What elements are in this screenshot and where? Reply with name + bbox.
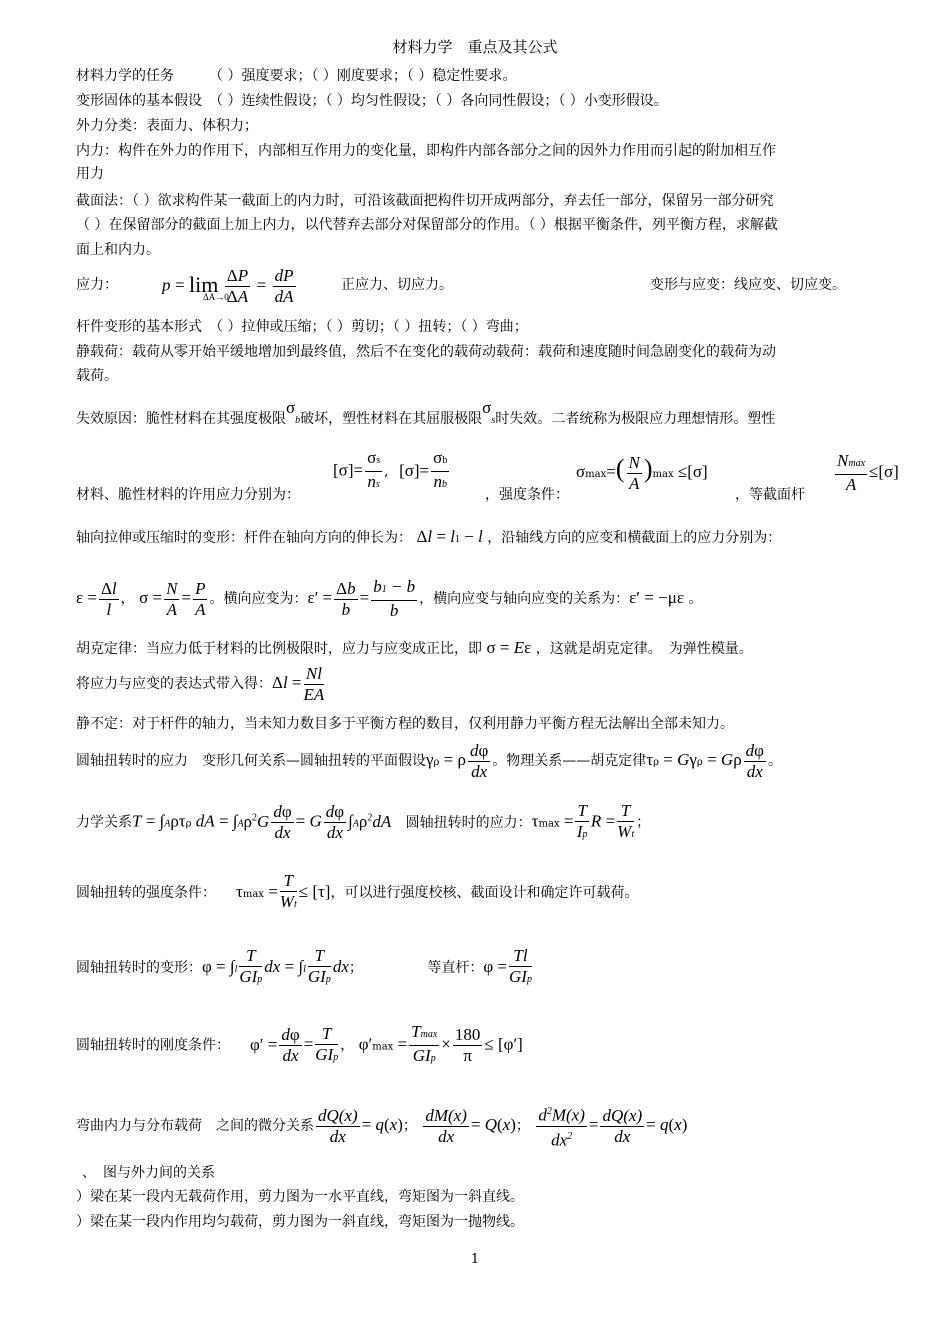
line-section-method-a: 截面法：（ ）欲求构件某一截面上的内力时，可沿该截面把构件切开成两部分，弃去任一部分，保留另一部分研究 bbox=[76, 193, 774, 209]
diagram-title: 、 图与外力间的关系 bbox=[82, 1165, 215, 1181]
lateral-text-1: 。横向应变为： bbox=[209, 591, 308, 607]
line-tasks: 材料力学的任务 （ ）强度要求；（ ）刚度要求；（ ）稳定性要求。 bbox=[76, 68, 517, 84]
failure-text-2: 破坏，塑性材料在其屈服极限 bbox=[300, 411, 483, 427]
stress-formula: p = lim ΔA→0 $\frac{\Delta P}{\Delta A}$ = $\frac{dP}{dA}$ bbox=[162, 266, 294, 306]
torsion-strength-label: 圆轴扭转的强度条件： bbox=[76, 885, 216, 901]
line-external-force: 外力分类：表面力、体积力； bbox=[76, 118, 258, 134]
torsion-mech-line: 力学关系T = ∫Aρτρ dA = $\int A\rho^2G$ $\frac{d\varphi}{dx}$ = G $\frac{d\varphi}{dx}$ $\int A\rho^2dA$ 圆轴扭转时的应力：τmax = $\frac{T}{Ip}$ R = $\frac{T}{Wt}$ ； bbox=[76, 800, 651, 843]
strain-stress-line: ε = $\frac{\Delta l}{l}$ ， σ = $\frac{N}{A}$ = $\frac{P}{A}$ 。横向应变为：ε′ = $\frac{\Delta b}{b}$ = $\frac{b1 - b}{b}$ ，横向应变与轴向应变的关系为：ε′ = −με 。 bbox=[76, 577, 703, 620]
torsion-text-2: 。物理关系——胡克定律 bbox=[492, 753, 647, 769]
stress-types: 正应力、切应力。 bbox=[341, 277, 453, 293]
line-internal-force-b: 用力 bbox=[76, 166, 104, 182]
torsion-strength-line: 圆轴扭转的强度条件： τmax = $\frac{T}{Wt}$ ≤ [τ]，可以进行强度校核、截面设计和确定许可载荷。 bbox=[76, 871, 639, 911]
failure-text-1: 失效原因：脆性材料在其强度极限 bbox=[76, 411, 286, 427]
equal-section-label: ，等截面杆 bbox=[735, 487, 805, 503]
equal-section-formula: $\frac{Nmax}{A}$ ≤[σ] bbox=[837, 451, 899, 494]
diagram-rule-1: ）梁在某一段内无载荷作用，剪力图为一水平直线，弯矩图为一斜直线。 bbox=[76, 1189, 524, 1205]
line-assumptions: 变形固体的基本假设 （ ）连续性假设；（ ）均匀性假设；（ ）各向同性假设；（ ）小变形假设。 bbox=[76, 93, 668, 109]
failure-line: 失效原因：脆性材料在其强度极限σb破坏，塑性材料在其屈服极限σs时失效。二者统称为极限应力理想情形。塑性 bbox=[76, 398, 776, 427]
axial-text-2: ，沿轴线方向的应变和横截面上的应力分别为： bbox=[487, 530, 782, 546]
torsion-rigid-line: 圆轴扭转时的刚度条件： φ′ = $\frac{d\varphi}{dx}$ = $\frac{T}{\text{GIp}}$ ， φ′max = $\frac{Tmax}{\text{GIp}}$ × $\frac{180}{\pi}$ ≤ [φ′] bbox=[76, 1022, 523, 1065]
axial-text-1: 轴向拉伸或压缩时的变形：杆件在轴向方向的伸长为： bbox=[76, 530, 412, 546]
equal-rod-label: 等直杆： bbox=[427, 960, 484, 976]
hooke-text-2: ，这就是胡克定律。 为弹性模量。 bbox=[535, 641, 753, 657]
strength-cond-formula: σmax=( $\frac{N}{A}$ )max ≤[σ] bbox=[576, 452, 708, 493]
stress-label: 应力： bbox=[76, 277, 118, 293]
line-section-method-b: （ ）在保留部分的截面上加上内力，以代替弃去部分对保留部分的作用。（ ）根据平衡条件，列平衡方程，求解截 bbox=[76, 217, 778, 233]
bending-line: 弯曲内力与分布载荷 之间的微分关系 $\frac{dQ(x)}{dx}$ = q(x)； $\frac{dM(x)}{dx}$ = Q(x)； $\frac{d^2M(x)}{dx^2}$ = $\frac{dQ(x)}{dx}$ = q(x) bbox=[76, 1102, 687, 1150]
line-deform-forms: 杆件变形的基本形式 （ ）拉伸或压缩；（ ）剪切；（ ）扭转；（ ）弯曲； bbox=[76, 319, 528, 335]
elongation-line: 将应力与应变的表达式带入得：Δl = $\frac{Nl}{EA}$ bbox=[76, 663, 325, 704]
axial-line: 轴向拉伸或压缩时的变形：杆件在轴向方向的伸长为： Δl = l1 − l ，沿轴线方向的应变和横截面上的应力分别为： bbox=[76, 527, 782, 546]
diagram-rule-2: ）梁在某一段内作用均匀载荷，剪力图为一斜直线，弯矩图为一抛物线。 bbox=[76, 1214, 524, 1230]
page-title: 材料力学 重点及其公式 bbox=[392, 38, 558, 56]
lateral-text-2: ，横向应变与轴向应变的关系为： bbox=[419, 591, 630, 607]
mech-label: 力学关系 bbox=[76, 814, 132, 831]
indeterminate-line: 静不定：对于杆件的轴力，当未知力数目多于平衡方程的数目，仅利用静力平衡方程无法解出全部未知力。 bbox=[76, 716, 734, 732]
line-section-method-c: 面上和内力。 bbox=[76, 242, 160, 258]
line-internal-force-a: 内力：构件在外力的作用下，内部相互作用力的变化量，即构件内部各部分之间的因外力作用而引起的附加相互作 bbox=[76, 143, 776, 159]
torsion-strength-text: ，可以进行强度校核、截面设计和确定许可载荷。 bbox=[330, 885, 639, 901]
page-number: 1 bbox=[470, 1252, 480, 1267]
torsion-geometry-line: 圆轴扭转时的应力 变形几何关系—圆轴扭转的平面假设γρ = ρ $\frac{d\varphi}{dx}$ 。物理关系——胡克定律τρ = Gγρ = Gρ $\frac{d\varphi}{dx}$ 。 bbox=[76, 740, 782, 781]
allowable-stress-formula: [σ]= $\frac{\sigma s}{ns}$ , [σ]= $\frac{\sigma b}{nb}$ bbox=[333, 448, 448, 491]
deform-strain: 变形与应变：线应变、切应变。 bbox=[650, 277, 846, 293]
hooke-text-1: 胡克定律：当应力低于材料的比例极限时，应力与应变成正比，即 bbox=[76, 641, 482, 657]
torsion-deform-line: 圆轴扭转时的变形：φ = ∫l $\frac{T}{\text{GIp}}$ dx = ∫l $\frac{T}{\text{GIp}}$ dx； 等直杆：φ = $\frac{Tl}{\text{GIp}}$ bbox=[76, 946, 532, 986]
torsion-text-1: 圆轴扭转时的应力 变形几何关系—圆轴扭转的平面假设 bbox=[76, 753, 426, 769]
bending-label: 弯曲内力与分布载荷 之间的微分关系 bbox=[76, 1118, 314, 1135]
torsion-deform-label: 圆轴扭转时的变形： bbox=[76, 960, 202, 976]
torsion-stress-label: 圆轴扭转时的应力： bbox=[405, 814, 532, 831]
sub-into-text: 将应力与应变的表达式带入得： bbox=[76, 676, 272, 692]
line-static-load-a: 静载荷：载荷从零开始平缓地增加到最终值，然后不在变化的载荷动载荷：载荷和速度随时间急剧变化的载荷为动 bbox=[76, 344, 776, 360]
strength-cond-label: ，强度条件： bbox=[485, 487, 569, 503]
failure-text-3: 时失效。二者统称为极限应力理想情形。塑性 bbox=[495, 411, 776, 427]
torsion-rigid-label: 圆轴扭转时的刚度条件： bbox=[76, 1037, 230, 1054]
line-static-load-b: 载荷。 bbox=[76, 368, 118, 384]
hooke-line: 胡克定律：当应力低于材料的比例极限时，应力与应变成正比，即 σ = Eε ，这就是胡克定律。 为弹性模量。 bbox=[76, 638, 753, 657]
allowable-label: 材料、脆性材料的许用应力分别为： bbox=[76, 487, 300, 503]
